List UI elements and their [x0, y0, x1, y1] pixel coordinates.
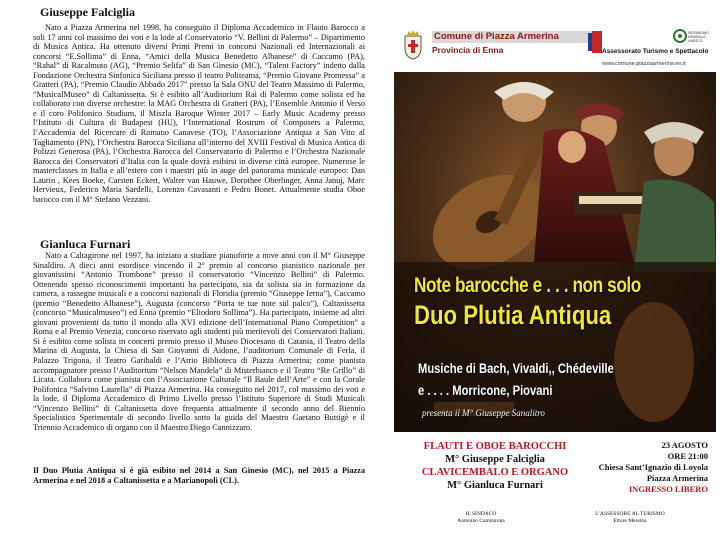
signature-assessore-name: Ettore Messina — [613, 518, 647, 524]
provincia-name: Provincia di Enna — [432, 45, 504, 55]
bio-title-furnari: Gianluca Furnari — [40, 237, 131, 251]
poster-header — [382, 0, 720, 72]
event-details — [578, 440, 708, 495]
poster-column — [382, 0, 720, 540]
svg-text:MONDIALE: MONDIALE — [688, 35, 706, 39]
coat-of-arms-icon — [402, 30, 424, 60]
bio-text-falciglia: Nato a Piazza Armerina nel 1998, ha conseguito il Diploma Accademico in Flauto Barocco a soli 17 anni col massimo dei voti e la lode al Conservatorio “V. Bellini di Palermo” – Dipartimento di Musica Antica. Ha ottenuto diversi Primi Premi in concorsi Nazionali ed Internazionali ai concorsi “E.Sollima” di Enna, “Amici della Musica Benedetto Albanese” di Caccamo (PA), “Rahal” di Racalmuto (AG), “Premio Selifa” di San Ginesio (MC), “Talent Factory” indetto dalla Fondazione Orchestra Sinfonica Siciliana presso il teatro Politeama, “Premio Giovane Promessa” a Gratteri (PA), “Premio Claudio Abbado 2017” presso la Sala ONU del Teatro Massimo di Palermo, “MusicalMuseo” di Caltanissetta. Si è esibito all’Auditorium Rai di Palermo come solista ed ha collaborato con diverse orchestre: la MAG Orchestra di Gratteri (PA), l’Ensemble Antonio il Verso e il coro Polifonico Studium, il Miszla Baroque Winter 2017 – Early Music Academy presso l’Istituto di Cultura di Budapest (HU), l’International Rostrum of Composers a Palermo, l’Accademia del Ricercare di Romano Canavese (TO), l’Associazione Antiqua a San Vito al Tagliamento (PN), l’Orchestra Barocca Siciliana all’interno del XVIII Festival di Musica Antica di Polizzi Generosa (PA), l’Orchestra Barocca del Conservatorio di Palermo e l’Orchestra Nazionale Barocca dei Conservatori d’Italia con la quale dovrà esibirsi in diverse città europee. Numerose le masterclasses in Italia e all’estero con i maestri più in auge del panorama musicale europeo: Dan Laurin , Kees Boeke, Carsten Eckert, Walter van Hauwe, Dorothee Oberlinger, Anna Januj, Marc Hervieux, Federico Maria Sardelli, Lorenzo Cavasanti e Pedro Bonet. Attualmente studia Oboe barocco con il M° Stefano Vezzani. — [33, 23, 365, 204]
bio-text-furnari: Nato a Caltagirone nel 1997, ha iniziato a studiare pianoforte a nove anni con il M° Giuseppe Sinaldiro. A dieci anni esordisce vincendo il 2° premio al concorso pianistico nazionale per giovanissimi “Antonio Trombone” presso il conservatorio “Vincenzo Bellini” di Palermo. Ottenendo spesso riconoscimenti importanti ha partecipato, sia da solista sia in formazione da camera, a rassegne musicali e a concorsi nazionali di Floridia (premio “Giuseppe Ierna”), Caccamo (premio “Benedetto Albanese”), Augusta (concorso “Porta te tue note sul palco”), Caltanissetta (concorso “Musicalmuseo”) ed Enna (premio “Eliodoro Sollima”). Ha partecipato, insieme ad altri giovani provenienti da tutto il mondo alla XVI edizione dell’International Piano Competition” a Roma e al Premio Venezia, concorso riservato agli studenti più meritevoli dei Conservatori Italiani. Si è esibito come solista in concerti premio presso il Museo Diocesano di Catania, il Teatro della Marina di Augusta, la Chiesa di San Giovanni di Aidone, l’auditorium Comunale di Ferla, il Palazzo Trigona, il Teatro Garibaldi e l’Atrio Biblioteca di Piazza Armerina; come pianista accompagnatore presso l’Auditorium “Nelson Mandela” di Misterbianco e il Teatro “Re Grillo” di Licata. Collabora come pianista con l’Associazione Culturale “Il Baule dell’Arte” e con la Corale Polifonica “Salvino Laurella” di Piazza Armerina. Ha conseguito nel 2017, col massimo dei voti e la lode, il Diploma Accademico di Primo Livello presso l’Istituto Superiore di Studi Musicali “Vincenzo Bellini” di Caltanissetta dove frequenta attualmente il secondo anno del Biennio Specialistico Sperimentale di secondo livello sotto la guida del Maestro Gaetano Buttigè e il Triennio Accademico di organo con il Maestro Diego Cannizzaro. — [33, 251, 365, 432]
headline-line1: Note barocche e . . . non solo — [414, 274, 641, 297]
signature-assessore-title: L’ASSESSORE AL TURISMO — [595, 511, 665, 517]
event-admission: INGRESSO LIBERO — [628, 484, 708, 494]
event-date: 23 AGOSTO — [661, 440, 708, 450]
signature-mayor-title: IL SINDACO — [465, 511, 497, 517]
program-line3: CLAVICEMBALO E ORGANO — [421, 467, 569, 478]
svg-text:UNESCO: UNESCO — [688, 39, 703, 43]
closing-note: Il Duo Plutia Antiqua si è già esibito nel 2014 a San Ginesio (MC), nel 2015 a Piazza Armerina e nel 2018 a Caltanissetta e a Marianopoli (CL). — [33, 466, 365, 485]
signature-assessore — [570, 511, 690, 525]
concert-painting — [394, 72, 716, 432]
website-link[interactable]: www.comune.piazzaarmerina.en.it — [602, 61, 686, 67]
program-line1: FLAUTI E OBOE BAROCCHI — [423, 441, 567, 452]
presenter-line: presenta il M° Giuseppe Sanalitro — [422, 408, 545, 418]
subtitle-line2: e . . . . Morricone, Piovani — [418, 382, 553, 398]
subtitle-line1: Musiche di Bach, Vivaldi,, Chédeville — [418, 360, 614, 376]
unesco-logo-icon — [673, 27, 709, 47]
assessorato-label: Assessorato Turismo e Spettacolo — [602, 48, 709, 55]
event-city: Piazza Armerina — [646, 473, 708, 483]
event-venue: Chiesa Sant’Ignazio di Loyola — [598, 462, 708, 472]
signature-mayor-name: Antonino Cammarata — [457, 518, 505, 524]
svg-text:PATRIMONIO: PATRIMONIO — [688, 31, 709, 35]
headline-line2: Duo Plutia Antiqua — [414, 300, 612, 330]
event-time: ORE 21:00 — [667, 451, 708, 461]
signature-mayor — [436, 511, 526, 525]
program-block — [420, 440, 570, 492]
comune-name: Comune di Piazza Armerina — [432, 31, 592, 43]
banner-stripe-red — [592, 31, 602, 53]
program-line2: M° Giuseppe Falciglia — [445, 454, 545, 465]
program-line4: M° Gianluca Furnari — [447, 480, 543, 491]
bio-title-falciglia: Giuseppe Falciglia — [40, 5, 136, 19]
painting-image — [394, 72, 716, 432]
